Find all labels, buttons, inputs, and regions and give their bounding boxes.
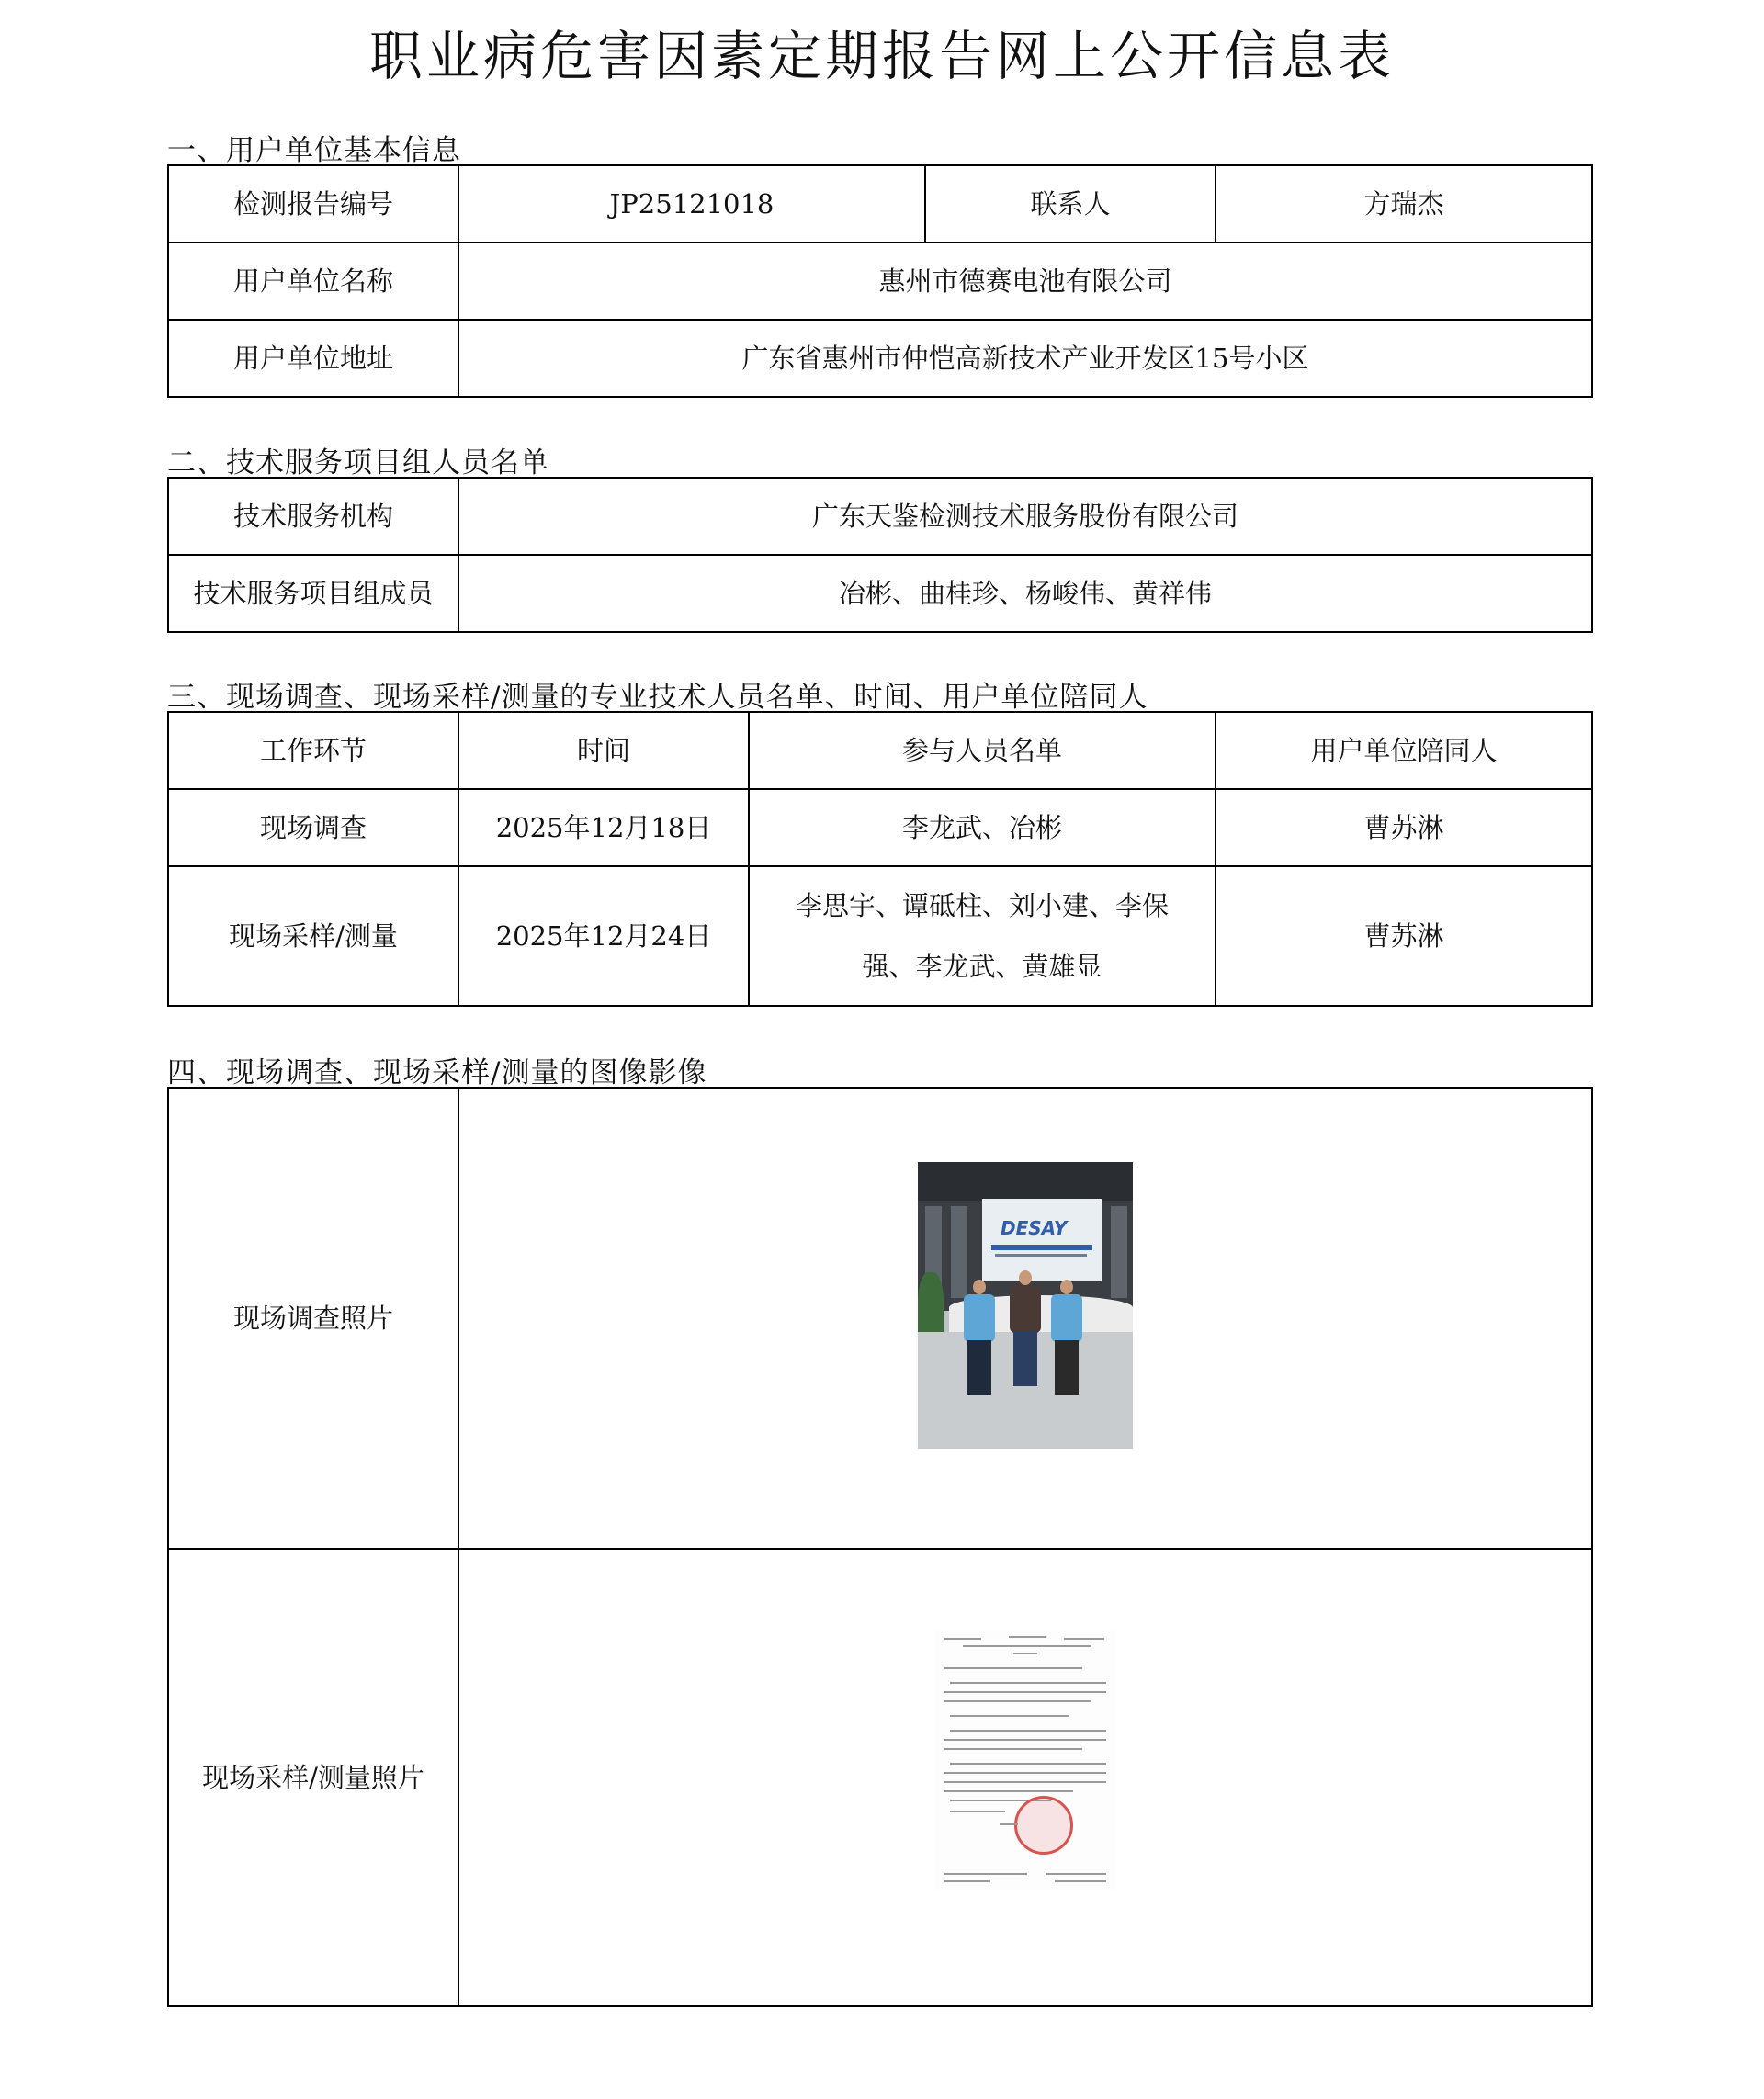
unit-name-value: 惠州市德赛电池有限公司 <box>458 243 1592 320</box>
survey-photo <box>918 1162 1133 1449</box>
table-row <box>168 866 1592 1006</box>
section2-heading: 二、技术服务项目组人员名单 <box>167 446 549 480</box>
date-cell: 2025年12月24日 <box>458 866 749 1006</box>
company-sign <box>982 1199 1102 1281</box>
stage-cell: 现场调查 <box>168 789 458 866</box>
survey-photo-cell <box>458 1088 1592 1549</box>
org-label: 技术服务机构 <box>168 478 458 555</box>
contact-label: 联系人 <box>925 165 1216 243</box>
stage-cell: 现场采样/测量 <box>168 866 458 1006</box>
survey-photo-label: 现场调查照片 <box>168 1088 458 1549</box>
org-value: 广东天鉴检测技术服务股份有限公司 <box>458 478 1592 555</box>
sampling-document-image <box>935 1631 1115 1890</box>
sampling-photo-label: 现场采样/测量照片 <box>168 1549 458 2006</box>
field-work-table <box>167 711 1593 1007</box>
escort-cell: 曹苏淋 <box>1216 866 1592 1006</box>
people-cell: 李龙武、冶彬 <box>749 789 1216 866</box>
escort-cell: 曹苏淋 <box>1216 789 1592 866</box>
header-escort: 用户单位陪同人 <box>1216 712 1592 789</box>
unit-address-value: 广东省惠州市仲恺高新技术产业开发区15号小区 <box>458 320 1592 397</box>
table-header-row <box>168 712 1592 789</box>
section3-heading: 三、现场调查、现场采样/测量的专业技术人员名单、时间、用户单位陪同人 <box>167 681 1148 714</box>
people-cell: 李思宇、谭砥柱、刘小建、李保强、李龙武、黄雄显 <box>749 866 1216 1006</box>
section1-heading: 一、用户单位基本信息 <box>167 134 461 167</box>
report-no-label: 检测报告编号 <box>168 165 458 243</box>
header-people: 参与人员名单 <box>749 712 1216 789</box>
company-logo: DESAY <box>1001 1217 1068 1239</box>
page-title: 职业病危害因素定期报告网上公开信息表 <box>368 25 1395 87</box>
table-row <box>168 789 1592 866</box>
sampling-photo-cell <box>458 1549 1592 2006</box>
date-cell: 2025年12月18日 <box>458 789 749 866</box>
header-stage: 工作环节 <box>168 712 458 789</box>
unit-name-label: 用户单位名称 <box>168 243 458 320</box>
members-value: 冶彬、曲桂珍、杨峻伟、黄祥伟 <box>458 555 1592 632</box>
header-date: 时间 <box>458 712 749 789</box>
project-team-table <box>167 477 1593 633</box>
contact-value: 方瑞杰 <box>1216 165 1592 243</box>
section4-heading: 四、现场调查、现场采样/测量的图像影像 <box>167 1056 707 1089</box>
images-table <box>167 1087 1593 2007</box>
red-seal-stamp <box>1014 1796 1073 1855</box>
basic-info-table <box>167 164 1593 398</box>
unit-address-label: 用户单位地址 <box>168 320 458 397</box>
members-label: 技术服务项目组成员 <box>168 555 458 632</box>
report-no-value: JP25121018 <box>458 165 925 243</box>
